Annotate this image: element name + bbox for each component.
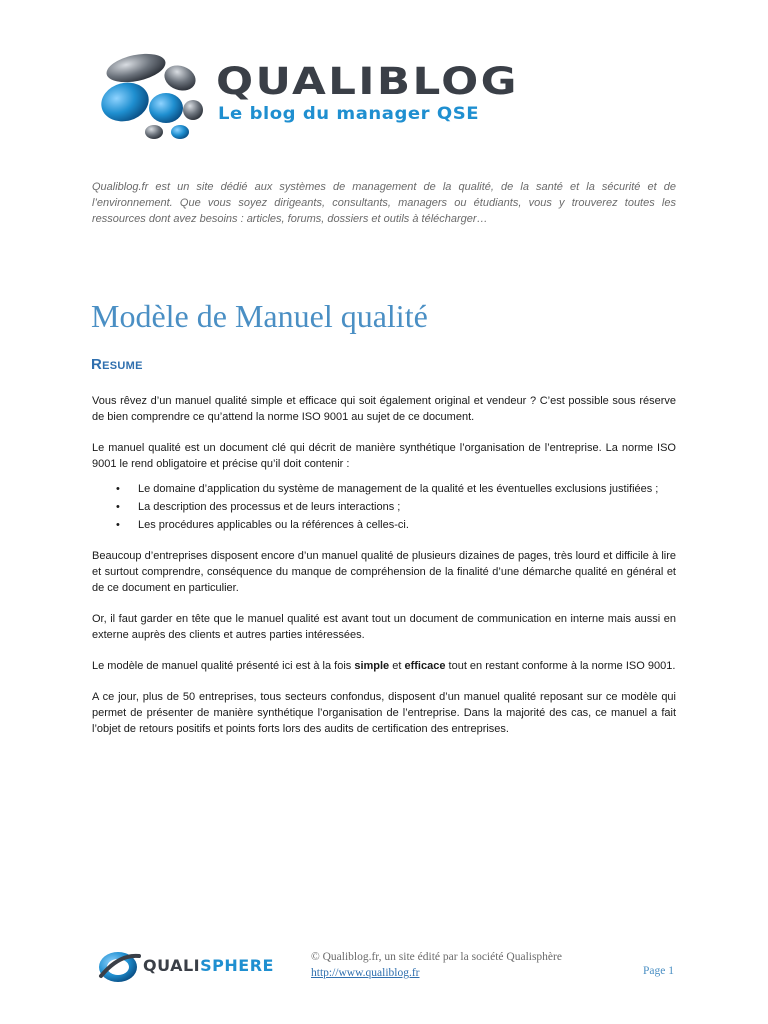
paragraph: Or, il faut garder en tête que le manuel qualité est avant tout un document de communication en interne mais aussi en externe auprès des clients et autres parties intéressées. (92, 613, 676, 641)
footer-logo-name-part1: QUALI (143, 956, 201, 975)
bold-text: efficace (404, 660, 446, 672)
document-title: Modèle de Manuel qualité (91, 298, 428, 334)
section-heading: Resume (91, 356, 143, 373)
list-item-text: Le domaine d’application du système de management de la qualité et les éventuelles exclusions justifiées ; (138, 483, 659, 495)
list-item (116, 517, 676, 533)
paragraph: Beaucoup d’entreprises disposent encore d’un manuel qualité de plusieurs dizaines de pages, très lourd et difficile à lire et surtout comprendre, conséquence du manque de compréhension de la finalité d’une démarche qualité en général et de ce document en particulier. (92, 550, 676, 594)
text-run: Le modèle de manuel qualité présenté ici est à la fois (92, 660, 355, 672)
logo-tagline: Le blog du manager QSE (218, 104, 480, 124)
bullet-icon: • (116, 519, 120, 531)
qualisphere-logo (97, 946, 297, 986)
qualiblog-logo-icon (98, 48, 208, 140)
bold-text: simple (354, 660, 390, 672)
bullet-icon: • (116, 483, 120, 495)
paragraph: A ce jour, plus de 50 entreprises, tous secteurs confondus, disposent d’un manuel qualité reposant sur ce modèle qui permet de présenter de manière synthétique l’organisation de l’entreprise. Dans la majorité des cas, ce manuel a fait l’objet de retours positifs et points forts lors des audits de certification des entreprises. (92, 691, 676, 735)
list-item-text: Les procédures applicables ou la références à celles-ci. (138, 519, 409, 531)
paragraph: Le manuel qualité est un document clé qui décrit de manière synthétique l’organisation de l’entreprise. La norme ISO 9001 le rend obligatoire et précise qu’il doit contenir : (92, 442, 676, 470)
list-item (116, 481, 676, 497)
paragraph (92, 658, 676, 674)
qualisphere-logo-icon (97, 946, 141, 986)
document-body (92, 393, 676, 752)
qualiblog-logo (98, 48, 518, 140)
requirements-list (92, 481, 676, 533)
text-run: tout en restant conforme à la norme ISO 9001. (445, 660, 676, 672)
site-intro: Qualiblog.fr est un site dédié aux systèmes de management de la qualité, de la santé et la sécurité et de l’environnement. Que vous soyez dirigeants, consultants, managers ou étudiants, vous y trouverez toutes les ressources dont avez besoins : articles, forums, dossiers et outils à télécharger… (92, 181, 676, 225)
footer-logo-name (143, 956, 274, 975)
logo-name: QUALIBLOG (216, 60, 519, 103)
text-run: et (389, 660, 405, 672)
copyright-text: © Qualiblog.fr, un site édité par la société Qualisphère (311, 951, 562, 963)
bullet-icon: • (116, 501, 120, 513)
site-link[interactable]: http://www.qualiblog.fr (311, 967, 420, 979)
page-number: Page 1 (643, 965, 674, 977)
footer-logo-name-part2: SPHERE (200, 956, 274, 975)
footer-info (311, 949, 562, 981)
list-item (116, 499, 676, 515)
list-item-text: La description des processus et de leurs interactions ; (138, 501, 401, 513)
paragraph: Vous rêvez d’un manuel qualité simple et efficace qui soit également original et vendeur ? C’est possible sous réserve de bien comprendre ce qu’attend la norme ISO 9001 au sujet de ce document. (92, 395, 676, 423)
